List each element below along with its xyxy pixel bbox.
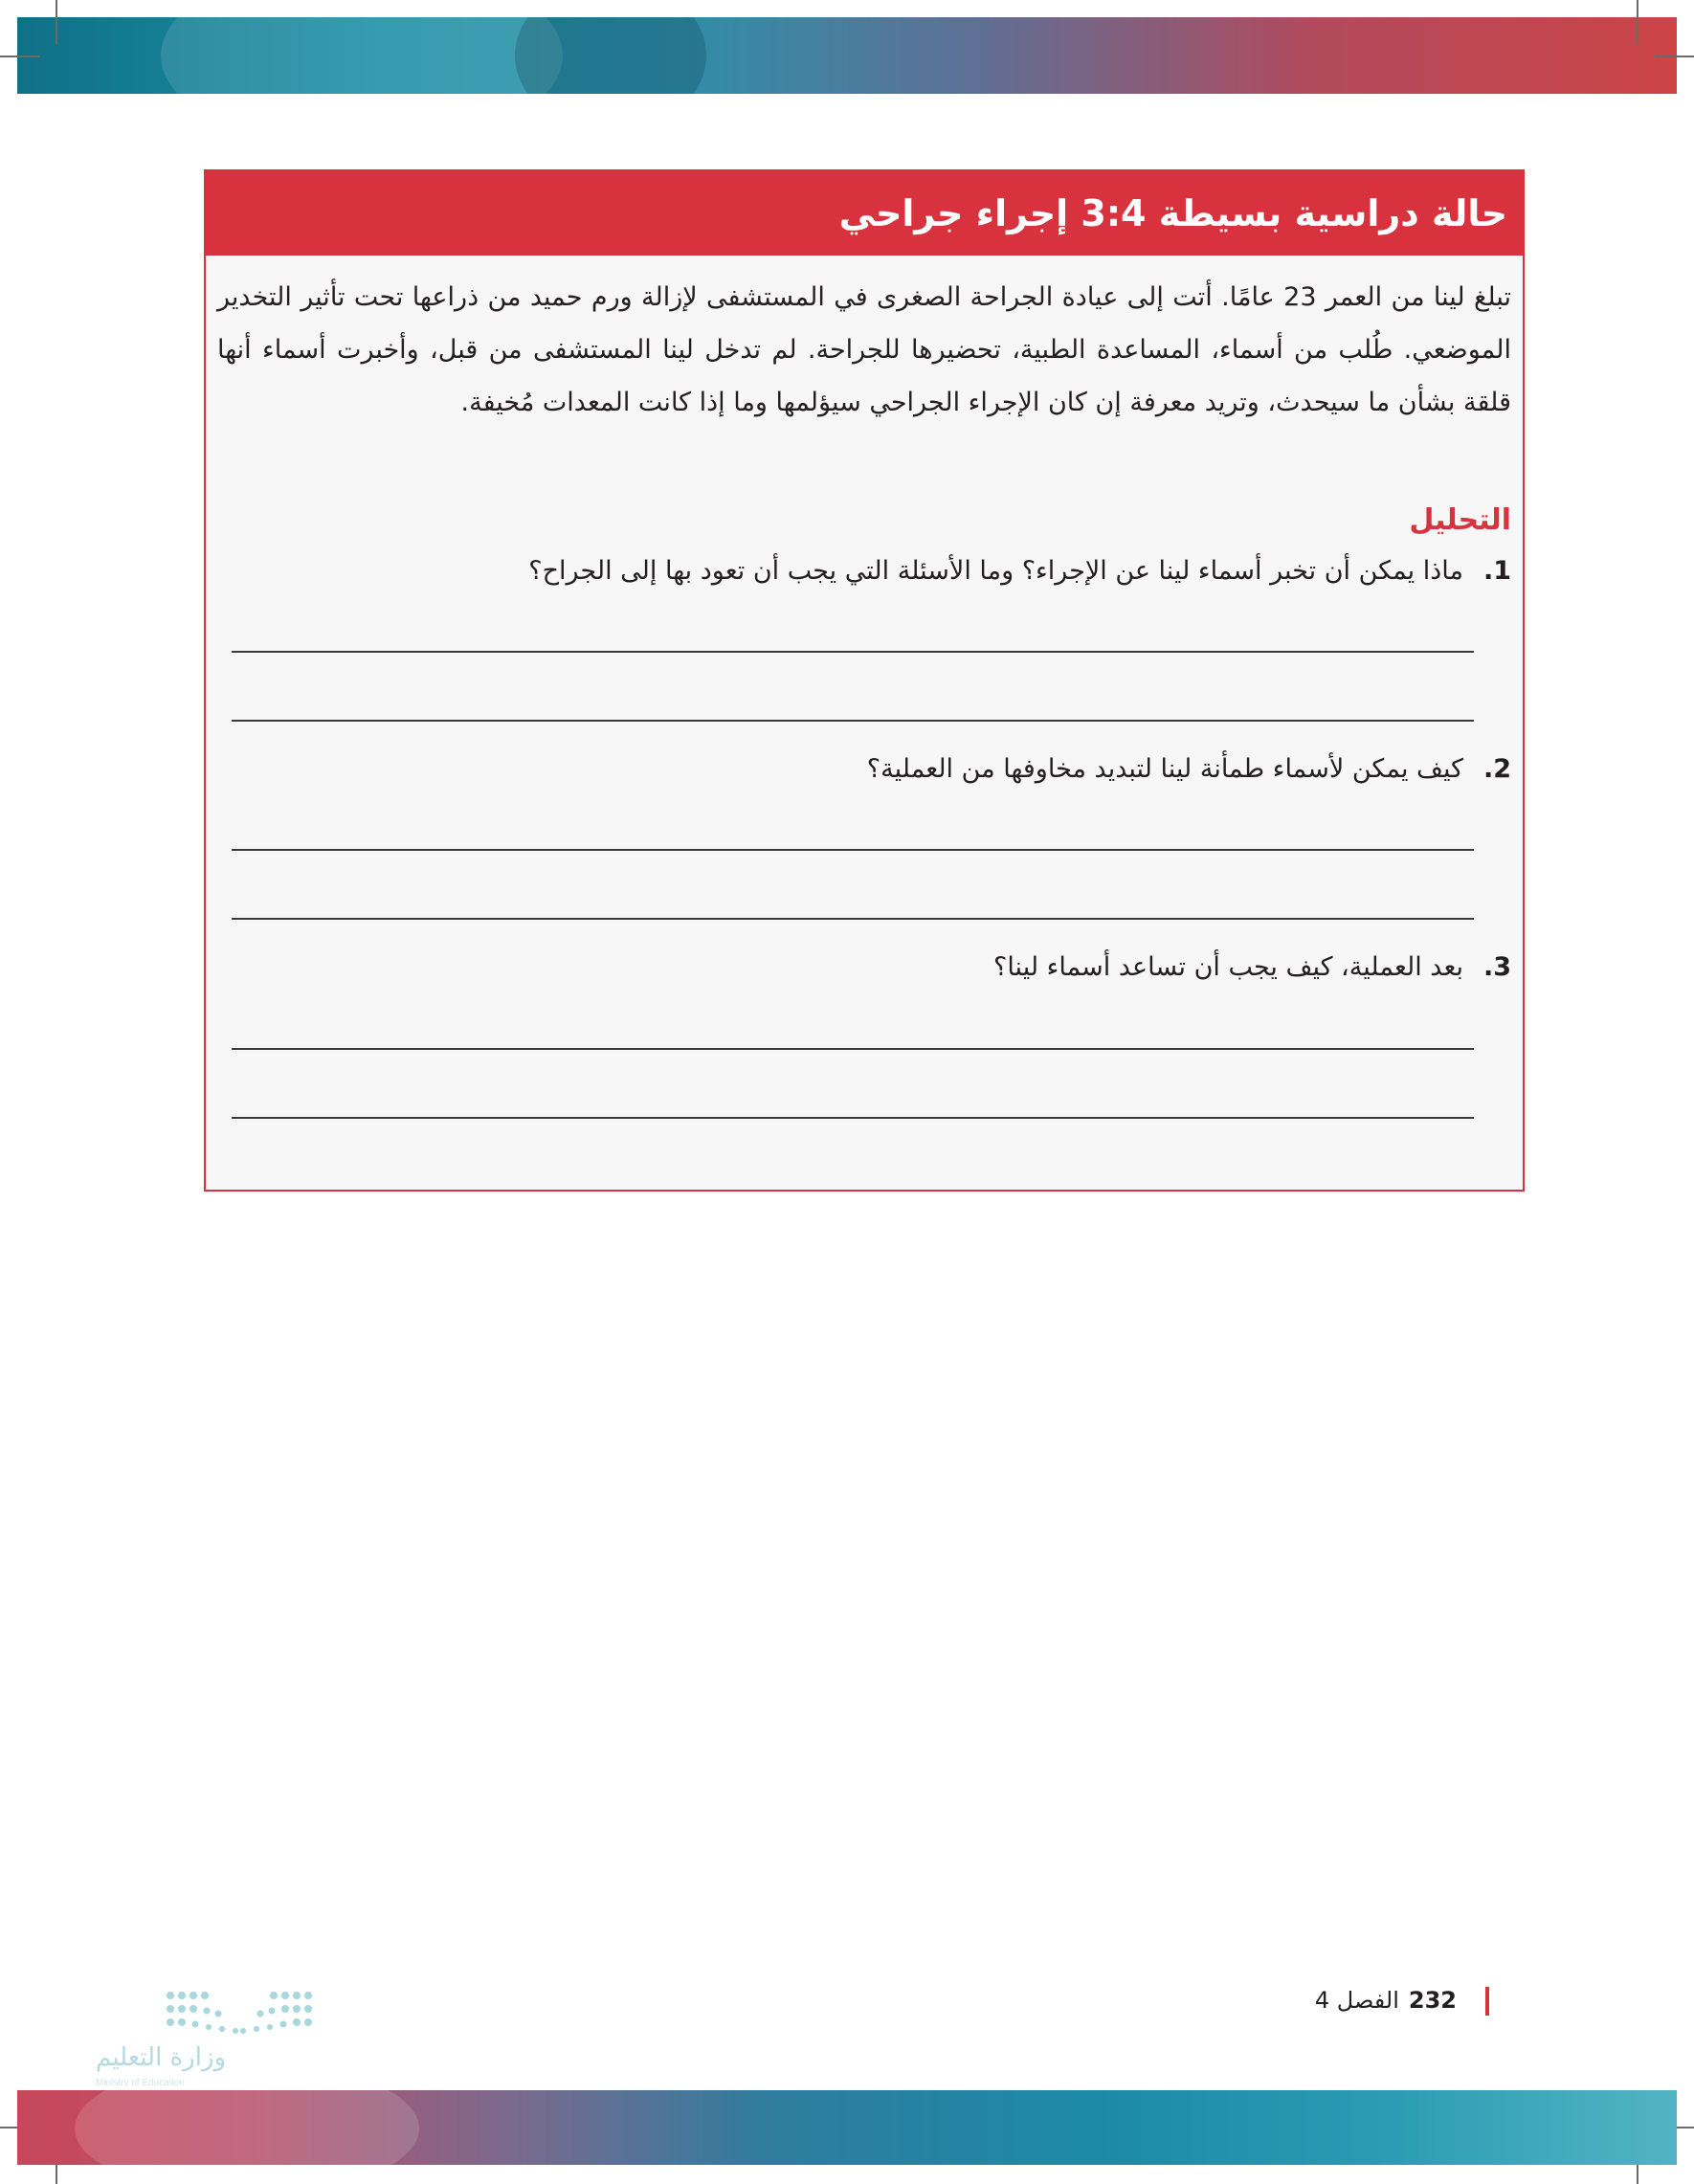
- answer-line[interactable]: [232, 651, 1474, 653]
- question-number: 3.: [1482, 952, 1511, 982]
- question-text: ماذا يمكن أن تخبر أسماء لينا عن الإجراء؟ وما الأسئلة التي يجب أن تعود بها إلى الجراح؟: [528, 556, 1463, 586]
- answer-line[interactable]: [232, 849, 1474, 851]
- case-study-header: [206, 171, 1523, 256]
- logo-name: وزارة التعليم: [96, 2043, 227, 2072]
- crop-mark: [1637, 0, 1638, 44]
- question-1: [238, 550, 1511, 592]
- logo-dots-icon: [88, 1986, 318, 2043]
- case-study-title: حالة دراسية بسيطة 3:4 إجراء جراحي: [838, 192, 1507, 234]
- logo-subtitle: Ministry of Education: [96, 2078, 185, 2088]
- ministry-logo: [88, 1986, 318, 2091]
- answer-line[interactable]: [232, 720, 1474, 722]
- question-text: بعد العملية، كيف يجب أن تساعد أسماء لينا؟: [992, 952, 1463, 982]
- answer-line[interactable]: [232, 1117, 1474, 1119]
- bottom-banner: [17, 2090, 1677, 2165]
- answer-line[interactable]: [232, 1048, 1474, 1050]
- question-2: [238, 748, 1511, 791]
- question-3: [238, 947, 1511, 989]
- crop-mark: [56, 0, 57, 44]
- case-study-body: [206, 256, 1523, 1190]
- question-number: 2.: [1482, 754, 1511, 784]
- page-number: 232: [1408, 1987, 1457, 2014]
- page-footer: [1315, 1981, 1489, 2019]
- case-intro-paragraph: تبلغ لينا من العمر 23 عامًا. أتت إلى عيادة الجراحة الصغرى في المستشفى لإزالة ورم حميد من ذراعها تحت تأثير التخدير الموضعي. طُلب من أسماء، المساعدة الطبية، تحضيرها للجراحة. لم تدخل لينا المستشفى من قبل، وأخبرت أسماء أنها قلقة بشأن ما سيحدث، وتريد معرفة إن كان الإجراء الجراحي سيؤلمها وما إذا كانت المعدات مُخيفة.: [217, 282, 1511, 417]
- question-text: كيف يمكن لأسماء طمأنة لينا لتبديد مخاوفها من العملية؟: [866, 754, 1463, 784]
- footer-divider: [1485, 1987, 1489, 2016]
- banner-decoration: [75, 2090, 419, 2165]
- crop-mark: [0, 56, 40, 57]
- answer-line[interactable]: [232, 918, 1474, 920]
- analysis-heading: التحليل: [1409, 503, 1511, 537]
- crop-mark: [1654, 56, 1694, 57]
- question-number: 1.: [1482, 556, 1511, 586]
- case-study-card: [204, 169, 1525, 1192]
- banner-decoration: [161, 17, 563, 94]
- chapter-label: الفصل 4: [1314, 1987, 1399, 2014]
- banner-decoration: [515, 17, 706, 94]
- top-banner: [17, 17, 1677, 94]
